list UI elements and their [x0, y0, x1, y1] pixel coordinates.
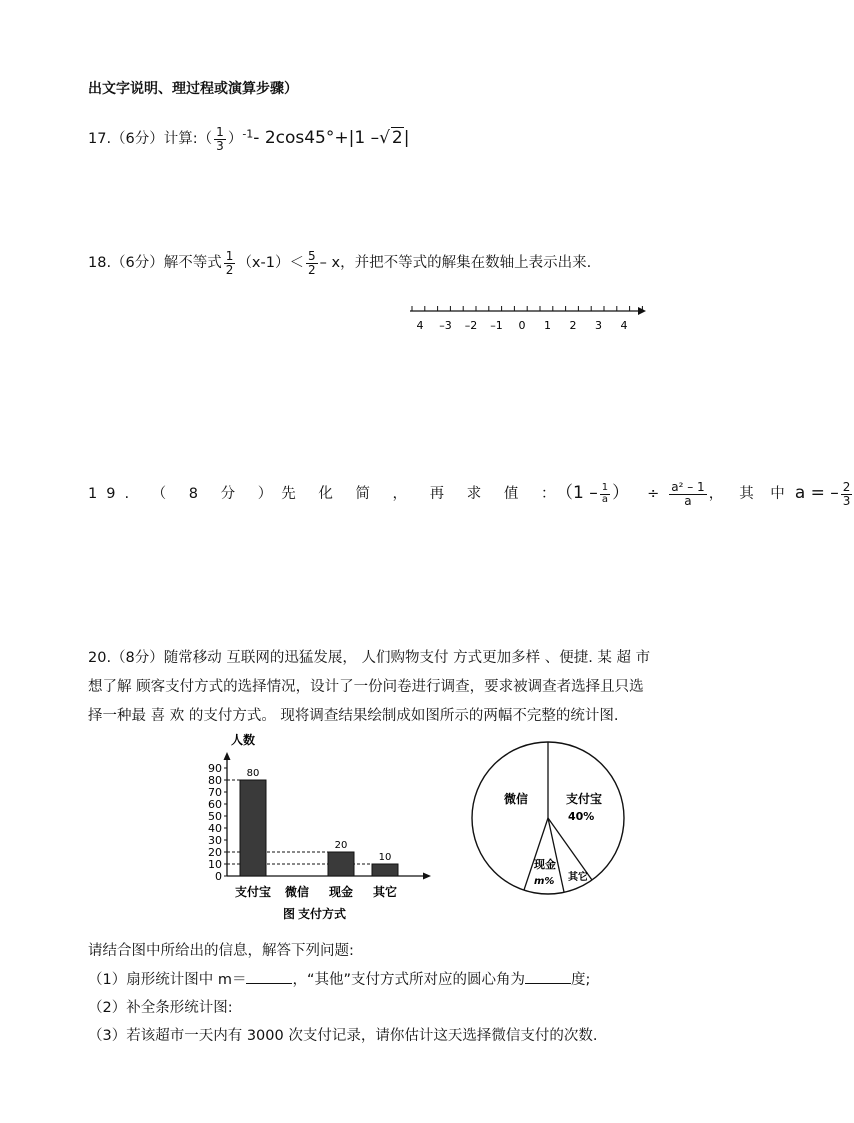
number-line [400, 298, 660, 338]
q19-paren-open: （ [564, 483, 573, 503]
pie-label-wechat: 微信 [504, 792, 529, 806]
category-label: 其它 [372, 885, 398, 899]
q19-a-equals: a = – [794, 483, 839, 503]
y-tick-label: 60 [208, 798, 222, 811]
q20-line-2: 想了解 顾客支付方式的选择情况，设计了一份问卷进行调查，要求被调查者选择且只选 [88, 679, 644, 695]
bar-chart-ylabel: 人数 [231, 733, 256, 747]
bar-chart [195, 728, 445, 928]
arrow-right-icon [423, 873, 431, 880]
pie-label-alipay-percent: 40% [568, 810, 595, 823]
bar-data-label: 10 [378, 852, 392, 863]
category-label: 现金 [328, 885, 354, 899]
bar-chart-categories [235, 884, 397, 899]
number-line-label: 4 [416, 319, 424, 332]
pie-label-cash-percent: m% [534, 876, 555, 887]
q19-where: 其 中 [739, 486, 791, 502]
q18-prefix: 18.（6分）解不等式 [88, 255, 222, 272]
category-label: 支付宝 [234, 885, 272, 899]
y-tick-label: 10 [208, 858, 222, 871]
answer-blank-angle[interactable] [525, 983, 571, 984]
bar [240, 780, 266, 876]
q18-frac2-num: 5 [307, 249, 316, 263]
bar-data-label: 20 [334, 840, 348, 851]
q18-frac2-den: 2 [307, 262, 316, 277]
q17-prefix: 17.（6分）计算: [88, 131, 198, 148]
y-tick-label: 50 [208, 810, 222, 823]
q17-mid: - 2cos45°+ [253, 128, 349, 149]
category-label: 微信 [284, 885, 310, 899]
q19-frac2-den: a [684, 493, 692, 508]
q19-fraction-3 [841, 481, 853, 507]
q17-abs-open: |1 – [348, 128, 380, 149]
q19-frac3-den: 3 [842, 493, 851, 508]
pie-label-alipay: 支付宝 [566, 792, 603, 806]
number-line-label: –2 [464, 319, 478, 332]
q19-fraction-2 [669, 481, 706, 507]
section-instruction: 出文字说明、理过程或演算步骤） [88, 81, 298, 97]
number-line-ticks [412, 306, 642, 311]
q17-fraction [214, 126, 226, 152]
q17-paren-open: （ [197, 131, 213, 148]
arrow-up-icon [224, 752, 231, 760]
q17-frac-num: 1 [216, 125, 224, 139]
number-line-label: 0 [518, 319, 526, 332]
q19-frac1-num: 1 [601, 482, 609, 493]
q18-fraction-1 [224, 250, 236, 276]
sqrt-icon: √ [379, 128, 390, 149]
q20-prompt: 请结合图中所给出的信息，解答下列问题: [88, 943, 354, 959]
q17-exponent: -1 [242, 127, 254, 141]
q20-sub1-a: （1）扇形统计图中 m＝ [88, 972, 247, 988]
pie-chart [470, 740, 630, 900]
bar-chart-bars [240, 768, 398, 876]
y-tick-label: 20 [208, 846, 222, 859]
q18-suffix: – x，并把不等式的解集在数轴上表示出来. [319, 255, 592, 272]
q19-prefix: 19. （ 8 分 ）先 化 简 ， 再 求 值 ： [88, 486, 565, 502]
y-tick-label: 90 [208, 762, 222, 775]
q20-sub-2: （2）补全条形统计图: [88, 1000, 233, 1016]
q18-fraction-2 [306, 250, 318, 276]
q18-frac1-den: 2 [225, 262, 234, 277]
number-line-label: –3 [439, 319, 452, 332]
y-tick-label: 0 [215, 870, 222, 883]
q19-paren-close: ） [612, 483, 630, 503]
question-18 [88, 250, 591, 276]
y-tick-label: 30 [208, 834, 222, 847]
answer-blank-m[interactable] [246, 983, 292, 984]
bar [328, 852, 354, 876]
q17-abs-close: | [403, 128, 410, 149]
q17-frac-den: 3 [216, 138, 224, 153]
pie-label-other: 其它 [568, 872, 588, 883]
q20-sub-3: （3）若该超市一天内有 3000 次支付记录，请你估计这天选择微信支付的次数. [88, 1028, 598, 1044]
q19-one-minus: 1 – [573, 483, 598, 503]
q19-comma: ， [708, 486, 724, 502]
number-line-label: 1 [544, 319, 551, 332]
pie-label-cash: 现金 [534, 858, 556, 871]
q19-frac3-num: 2 [842, 479, 851, 494]
y-tick-label: 80 [208, 774, 222, 787]
number-line-label: –1 [490, 319, 503, 332]
y-tick-label: 40 [208, 822, 222, 835]
bar-chart-y-ticks [208, 762, 227, 883]
q20-line-1: 20.（8分）随常移动 互联网的迅猛发展， 人们购物支付 方式更加多样 、便捷. 某 超 市 [88, 650, 651, 666]
bar-chart-xlabel-prefix: 图 [283, 907, 296, 921]
q18-frac1-num: 1 [225, 249, 234, 263]
q19-frac1-den: a [601, 493, 608, 505]
bar [372, 864, 398, 876]
y-tick-label: 70 [208, 786, 222, 799]
q20-sub1-b: ，“其他”支付方式所对应的圆心角为 [292, 972, 525, 988]
question-17 [88, 126, 409, 152]
q17-paren-close: ） [227, 131, 243, 148]
question-19 [88, 478, 854, 507]
q19-fraction-1 [600, 483, 610, 505]
q20-line-3: 择一种最 喜 欢 的支付方式。 现将调查结果绘制成如图所示的两幅不完整的统计图. [88, 708, 619, 724]
divide-icon: ÷ [647, 486, 660, 502]
q18-mid: （x-1）＜ [237, 255, 304, 272]
number-line-labels [417, 319, 628, 332]
bar-chart-xlabel: 支付方式 [298, 907, 347, 921]
number-line-label: 4 [620, 319, 628, 332]
q19-frac2-num: a² – 1 [671, 479, 705, 494]
q20-sub1-c: 度; [571, 972, 591, 988]
q17-sqrt-value: 2 [391, 128, 403, 149]
q20-sub-1 [88, 968, 590, 989]
bar-data-label: 80 [246, 768, 260, 779]
number-line-label: 3 [595, 319, 602, 332]
number-line-label: 2 [569, 319, 577, 332]
